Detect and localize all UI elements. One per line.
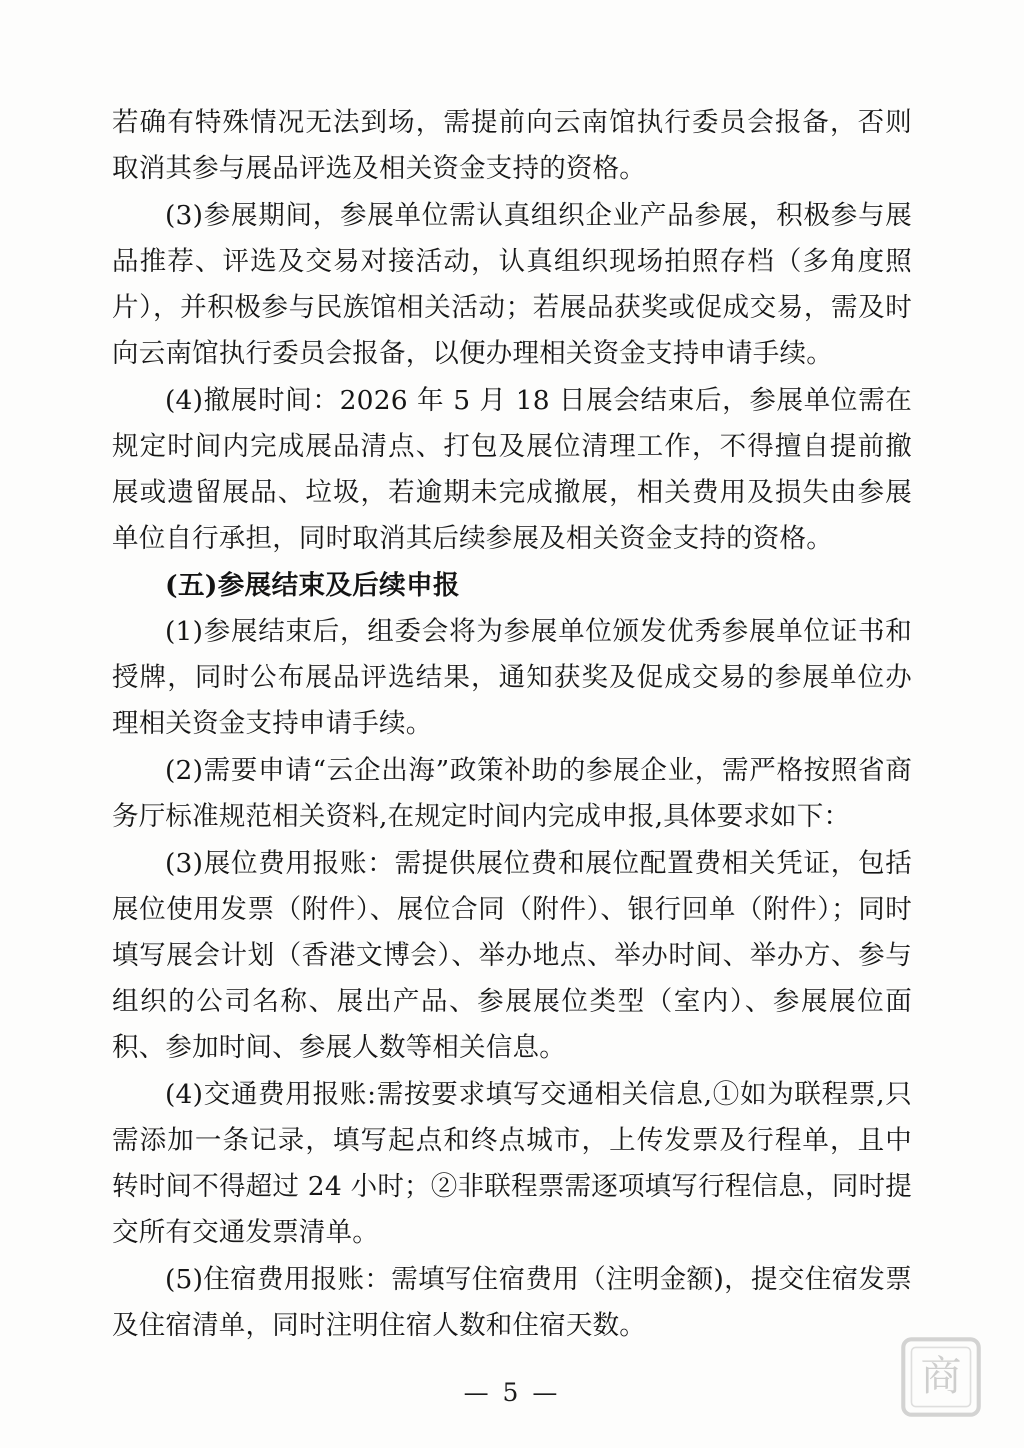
company-seal-icon	[900, 1336, 982, 1418]
paragraph-item-3-booth-fee: (3)展位费用报账：需提供展位费和展位配置费相关凭证，包括展位使用发票（附件）、展位合同（附件）、银行回单（附件）；同时填写展会计划（香港文博会）、举办地点、举办时间、举办方、参与组织的公司名称、展出产品、参展展位类型（室内）、参展展位面积、参加时间、参展人数等相关信息。	[112, 848, 912, 1063]
document-body	[112, 100, 912, 1350]
paragraph-item-4-transport-fee: (4)交通费用报账:需按要求填写交通相关信息,①如为联程票,只需添加一条记录，填写起点和终点城市，上传发票及行程单，且中转时间不得超过 24 小时；②非联程票需逐项填写行程信息，同时提交所有交通发票清单。	[112, 1079, 912, 1248]
paragraph-item-4-teardown: (4)撤展时间：2026 年 5 月 18 日展会结束后，参展单位需在规定时间内完成展品清点、打包及展位清理工作，不得擅自提前撤展或遗留展品、垃圾，若逾期未完成撤展，相关费用及损失由参展单位自行承担，同时取消其后续参展及相关资金支持的资格。	[112, 385, 912, 554]
svg-text:商: 商	[920, 1352, 962, 1401]
section-heading-post-exhibition: (五)参展结束及后续申报	[165, 570, 460, 601]
paragraph-item-5-lodging-fee: (5)住宿费用报账：需填写住宿费用（注明金额)，提交住宿发票及住宿清单，同时注明住宿人数和住宿天数。	[112, 1264, 912, 1341]
paragraph-item-2-subsidy: (2)需要申请“云企出海”政策补助的参展企业，需严格按照省商务厅标准规范相关资料,在规定时间内完成申报,具体要求如下：	[112, 755, 912, 832]
page-number: — 5 —	[463, 1378, 561, 1407]
paragraph-item-3-during: (3)参展期间，参展单位需认真组织企业产品参展，积极参与展品推荐、评选及交易对接活动，认真组织现场拍照存档（多角度照片），并积极参与民族馆相关活动；若展品获奖或促成交易，需及时向云南馆执行委员会报备，以便办理相关资金支持申请手续。	[112, 200, 912, 369]
paragraph-item-1-certificate: (1)参展结束后，组委会将为参展单位颁发优秀参展单位证书和授牌，同时公布展品评选结果，通知获奖及促成交易的参展单位办理相关资金支持申请手续。	[112, 616, 912, 739]
paragraph-no-show: 若确有特殊情况无法到场，需提前向云南馆执行委员会报备，否则取消其参与展品评选及相关资金支持的资格。	[112, 107, 912, 184]
